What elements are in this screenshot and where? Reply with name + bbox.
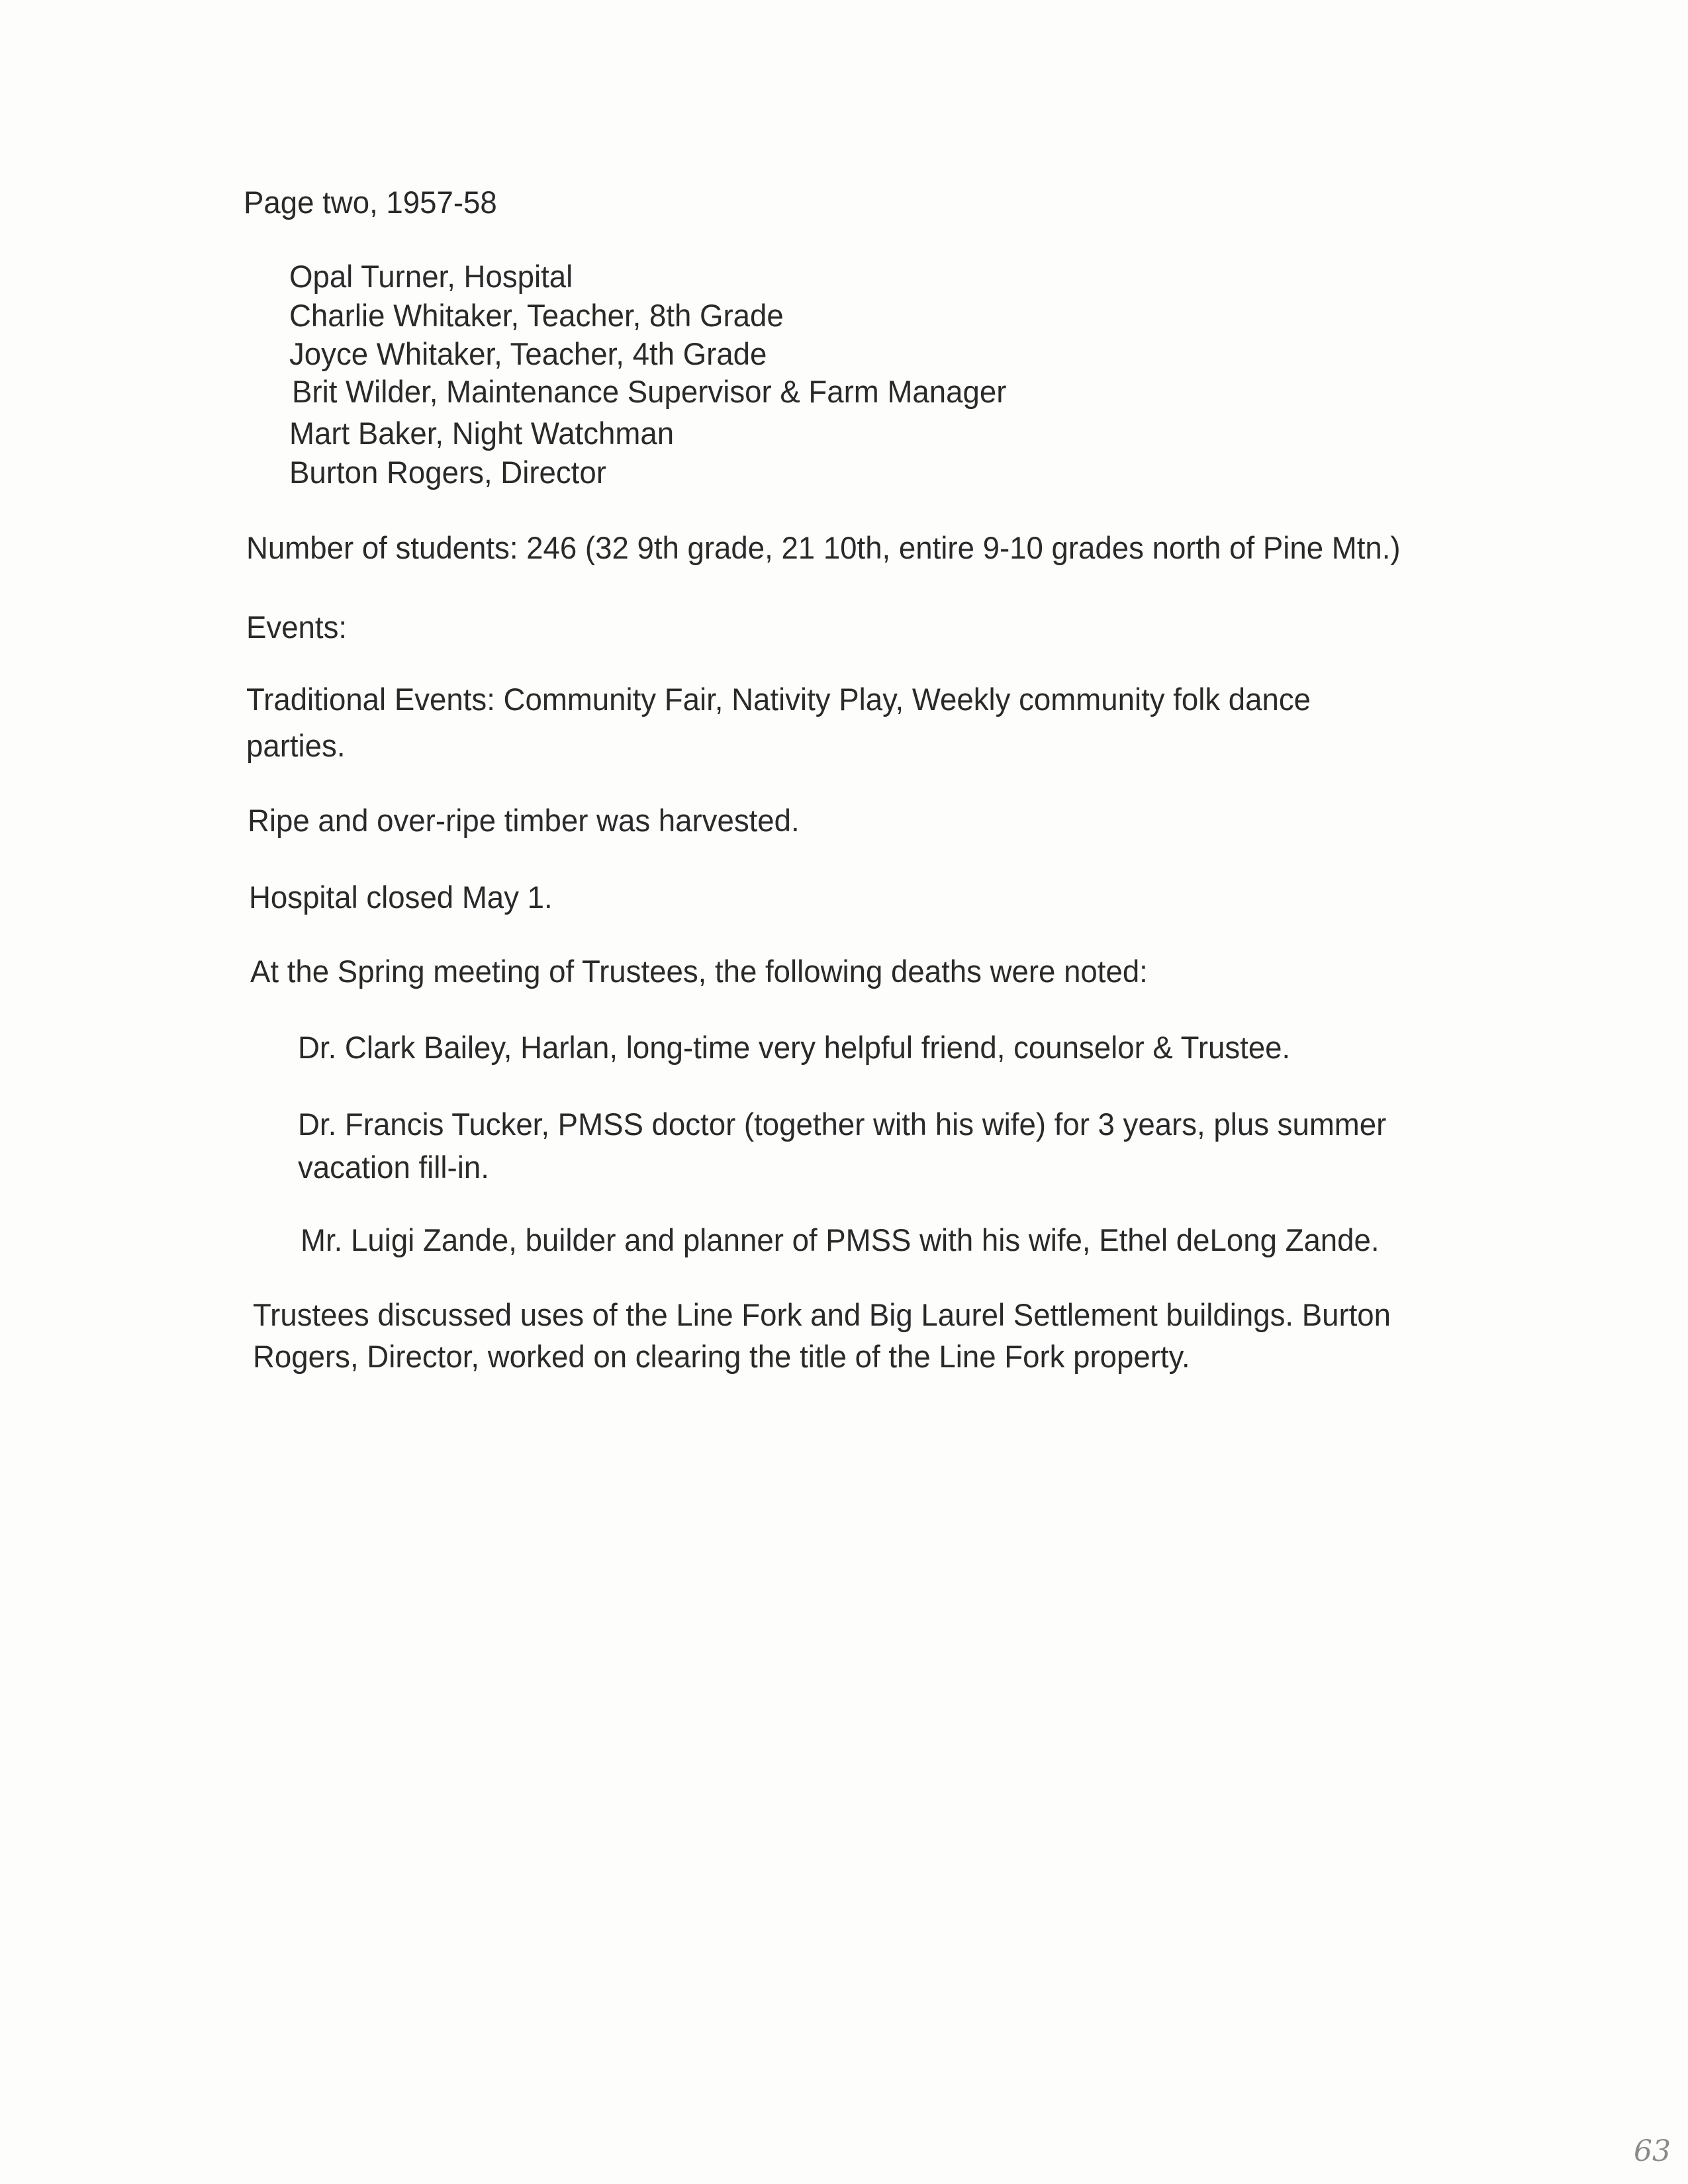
staff-item: Burton Rogers, Director — [289, 455, 606, 490]
events-label: Events: — [246, 610, 348, 645]
death-entry-cont: vacation fill-in. — [298, 1150, 489, 1185]
timber-note: Ripe and over-ripe timber was harvested. — [248, 803, 800, 838]
page-header: Page two, 1957-58 — [244, 185, 497, 220]
staff-item: Opal Turner, Hospital — [289, 259, 573, 294]
traditional-events: Traditional Events: Community Fair, Nativity Play, Weekly community folk dance — [246, 682, 1311, 717]
staff-item: Mart Baker, Night Watchman — [289, 416, 675, 451]
hospital-note: Hospital closed May 1. — [249, 880, 553, 915]
trustees-note: Trustees discussed uses of the Line Fork and Big Laurel Settlement buildings. Burton — [253, 1297, 1391, 1332]
death-entry: Dr. Francis Tucker, PMSS doctor (together with his wife) for 3 years, plus summer — [298, 1107, 1387, 1142]
handwritten-page-number: 63 — [1634, 2134, 1671, 2168]
death-entry: Dr. Clark Bailey, Harlan, long-time very helpful friend, counselor & Trustee. — [298, 1030, 1291, 1065]
traditional-events-cont: parties. — [246, 728, 346, 763]
student-count: Number of students: 246 (32 9th grade, 21 10th, entire 9-10 grades north of Pine Mtn.) — [246, 530, 1401, 565]
staff-item: Joyce Whitaker, Teacher, 4th Grade — [289, 336, 767, 371]
death-entry: Mr. Luigi Zande, builder and planner of PMSS with his wife, Ethel deLong Zande. — [301, 1222, 1380, 1257]
deaths-intro: At the Spring meeting of Trustees, the following deaths were noted: — [250, 954, 1148, 989]
staff-item: Brit Wilder, Maintenance Supervisor & Farm Manager — [292, 374, 1007, 409]
trustees-note-cont: Rogers, Director, worked on clearing the title of the Line Fork property. — [253, 1339, 1190, 1374]
staff-item: Charlie Whitaker, Teacher, 8th Grade — [289, 298, 784, 333]
